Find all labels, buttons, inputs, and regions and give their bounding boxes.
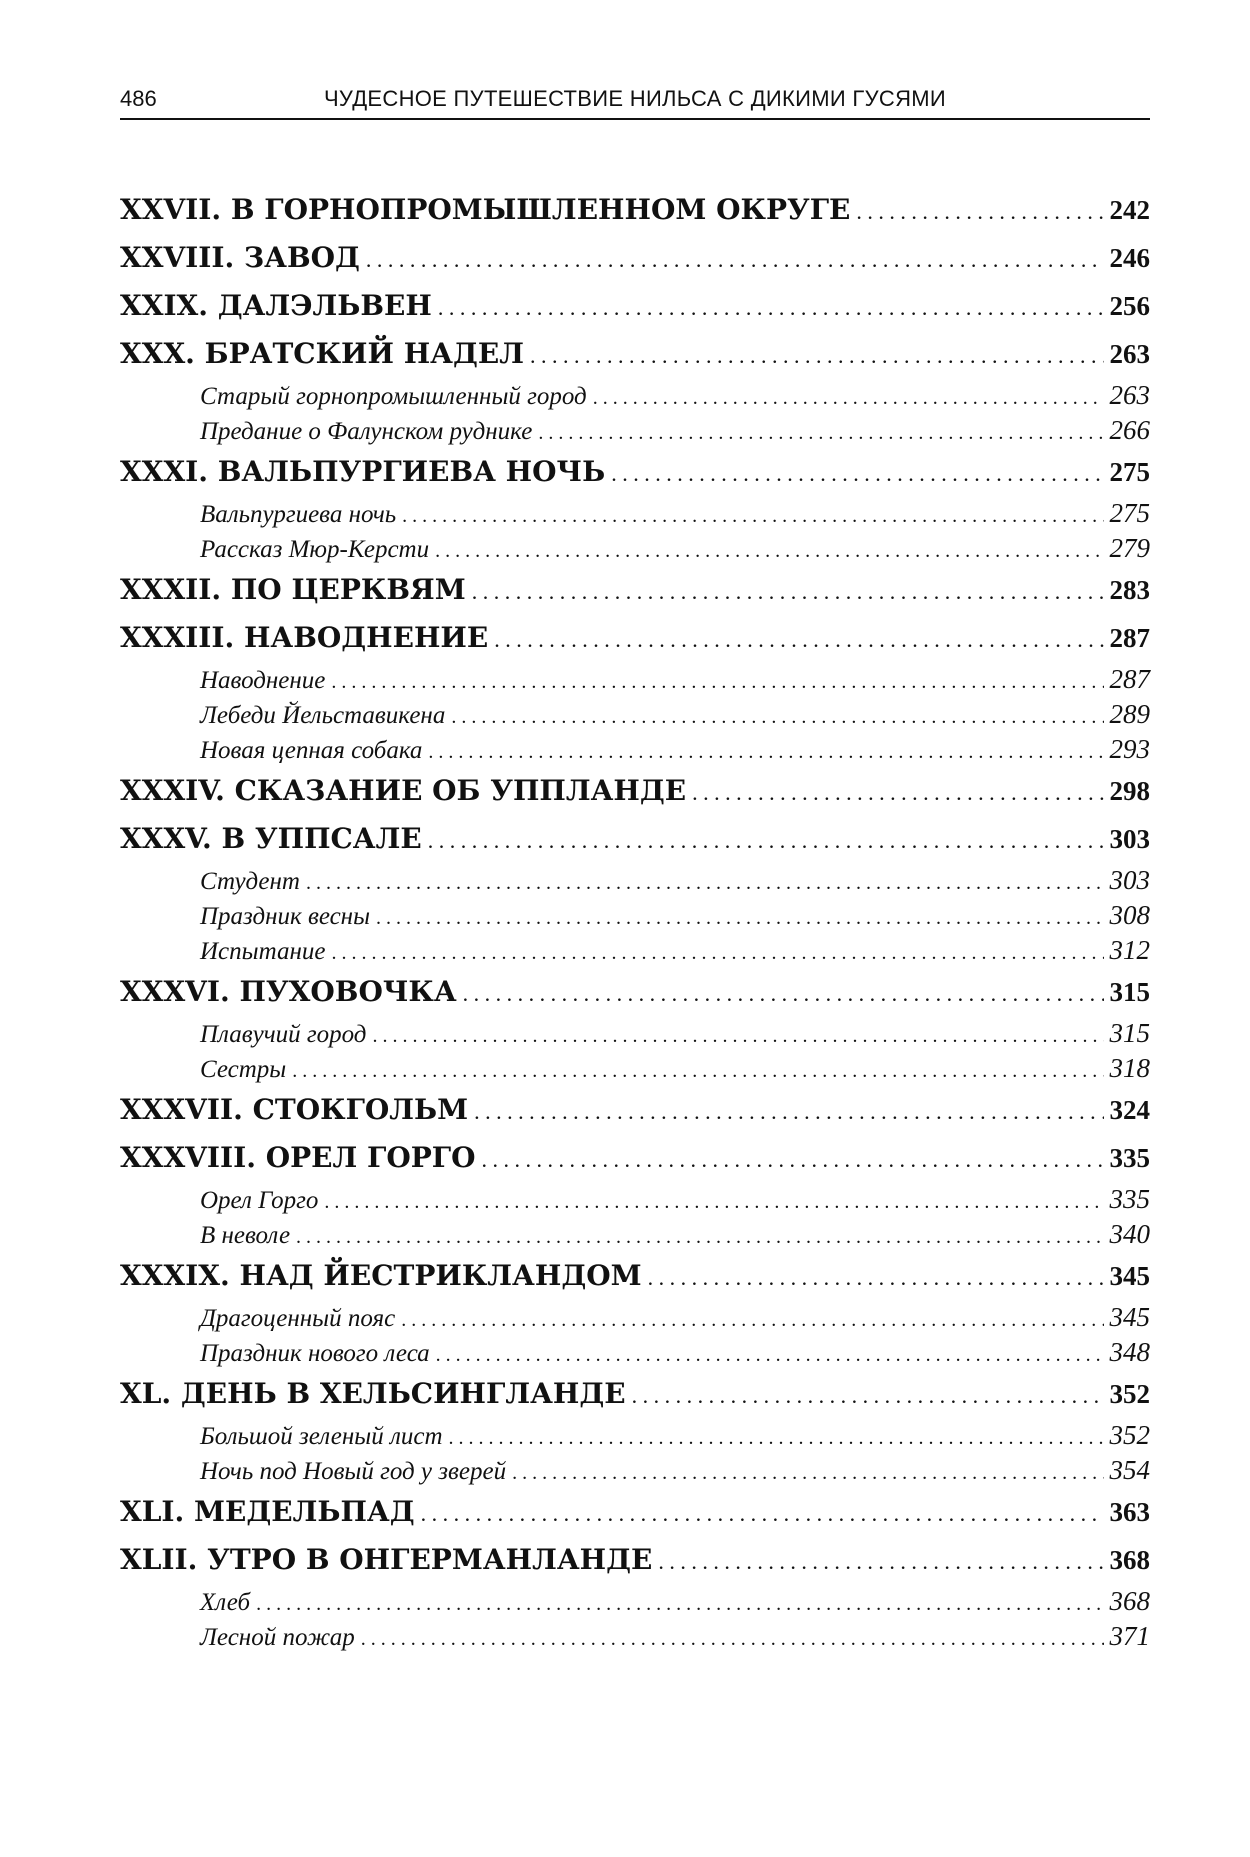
toc-entry-title: Сестры [200,1056,287,1083]
dot-leader [648,1254,1104,1302]
toc-subsection-entry [120,1418,1150,1453]
page-number: 486 [120,86,157,111]
toc-entry-title: Ночь под Новый год у зверей [200,1458,507,1485]
dot-leader [538,416,1103,451]
toc-entry-page-number: 303 [1109,865,1150,895]
dot-leader [428,817,1104,865]
toc-chapter-entry [120,1086,1150,1134]
dot-leader [472,568,1104,616]
toc-entry-title: XLI. МЕДЕЛЬПАД [120,1495,415,1528]
toc-entry-page-number: 283 [1109,575,1150,605]
dot-leader [306,866,1104,901]
dot-leader [366,236,1104,284]
toc-subsection-entry [120,898,1150,933]
toc-chapter-entry [120,968,1150,1016]
toc-subsection-entry [120,378,1150,413]
toc-entry-title: XXXVIII. ОРЕЛ ГОРГО [120,1141,476,1174]
toc-chapter-entry [120,1370,1150,1418]
toc-entry-page-number: 298 [1109,776,1150,806]
toc-entry-title: XXIX. ДАЛЭЛЬВЕН [120,289,432,322]
dot-leader [451,700,1103,735]
toc-subsection-entry [120,1016,1150,1051]
toc-entry-title: XXXIII. НАВОДНЕНИЕ [120,621,489,654]
dot-leader [438,284,1104,332]
dot-leader [494,616,1103,664]
toc-entry-page-number: 315 [1109,977,1150,1007]
toc-entry-title: XL. ДЕНЬ В ХЕЛЬСИНГЛАНДЕ [120,1377,626,1410]
toc-chapter-entry [120,1252,1150,1300]
toc-chapter-entry [120,1536,1150,1584]
toc-subsection-entry [120,1335,1150,1370]
toc-entry-title: XXXVI. ПУХОВОЧКА [120,975,457,1008]
toc-subsection-entry [120,1584,1150,1619]
toc-entry-title: XXVII. В ГОРНОПРОМЫШЛЕННОМ ОКРУГЕ [120,193,851,226]
toc-chapter-entry [120,767,1150,815]
toc-entry-title: Новая цепная собака [200,737,423,764]
toc-subsection-entry [120,1453,1150,1488]
toc-entry-page-number: 348 [1109,1337,1150,1367]
toc-entry-page-number: 308 [1109,900,1150,930]
dot-leader [611,450,1103,498]
toc-entry-title: XXXIV. СКАЗАНИЕ ОБ УППЛАНДЕ [120,774,687,807]
toc-entry-page-number: 340 [1109,1219,1150,1249]
toc-entry-title: XXXV. В УППСАЛЕ [120,822,422,855]
dot-leader [292,1054,1103,1089]
toc-entry-page-number: 352 [1109,1379,1150,1409]
toc-entry-title: XXXI. ВАЛЬПУРГИЕВА НОЧЬ [120,455,606,488]
toc-subsection-entry [120,863,1150,898]
toc-subsection-entry [120,1300,1150,1335]
toc-subsection-entry [120,1217,1150,1252]
toc-entry-page-number: 287 [1109,664,1150,694]
toc-entry-page-number: 368 [1109,1586,1150,1616]
toc-entry-page-number: 371 [1109,1621,1150,1651]
toc-entry-title: XLII. УТРО В ОНГЕРМАНЛАНДЕ [120,1543,653,1576]
toc-subsection-entry [120,496,1150,531]
toc-subsection-entry [120,697,1150,732]
dot-leader [692,769,1103,817]
toc-entry-title: В неволе [200,1222,291,1249]
dot-leader [449,1421,1104,1456]
toc-entry-title: XXXII. ПО ЦЕРКВЯМ [120,573,466,606]
toc-subsection-entry [120,531,1150,566]
toc-entry-title: XXX. БРАТСКИЙ НАДЕЛ [120,337,524,370]
dot-leader [463,970,1104,1018]
dot-leader [372,1019,1103,1054]
dot-leader [331,665,1103,700]
dot-leader [361,1622,1104,1657]
dot-leader [401,1303,1103,1338]
dot-leader [435,534,1103,569]
table-of-contents [120,186,1150,1654]
toc-entry-page-number: 293 [1109,734,1150,764]
dot-leader [256,1587,1103,1622]
dot-leader [632,1372,1104,1420]
dot-leader [421,1490,1104,1538]
toc-entry-title: Хлеб [200,1589,251,1616]
dot-leader [428,735,1103,770]
toc-entry-title: Лебеди Йельставикена [200,702,446,729]
toc-entry-page-number: 318 [1109,1053,1150,1083]
toc-entry-title: Праздник весны [200,903,371,930]
toc-entry-page-number: 303 [1109,824,1150,854]
dot-leader [436,1338,1104,1373]
toc-entry-title: Плавучий город [200,1021,367,1048]
toc-entry-page-number: 354 [1109,1455,1150,1485]
running-title: ЧУДЕСНОЕ ПУТЕШЕСТВИЕ НИЛЬСА С ДИКИМИ ГУСЯМИ [323,86,947,111]
toc-entry-page-number: 289 [1109,699,1150,729]
toc-entry-title: XXXVII. СТОКГОЛЬМ [120,1093,469,1126]
dot-leader [474,1088,1103,1136]
toc-entry-title: Большой зеленый лист [200,1423,443,1450]
toc-entry-page-number: 315 [1109,1018,1150,1048]
toc-subsection-entry [120,1051,1150,1086]
toc-entry-title: Студент [200,868,300,895]
dot-leader [856,188,1103,236]
toc-entry-page-number: 287 [1109,623,1150,653]
toc-entry-title: XXVIII. ЗАВОД [120,241,360,274]
toc-entry-title: Испытание [200,938,326,965]
toc-entry-page-number: 246 [1109,243,1150,273]
toc-subsection-entry [120,413,1150,448]
toc-entry-page-number: 335 [1109,1184,1150,1214]
toc-entry-page-number: 368 [1109,1545,1150,1575]
toc-entry-title: XXXIX. НАД ЙЕСТРИКЛАНДОМ [120,1259,642,1292]
toc-subsection-entry [120,662,1150,697]
toc-chapter-entry [120,234,1150,282]
toc-chapter-entry [120,1488,1150,1536]
toc-chapter-entry [120,330,1150,378]
dot-leader [296,1220,1103,1255]
toc-entry-page-number: 256 [1109,291,1150,321]
toc-entry-page-number: 266 [1109,415,1150,445]
toc-entry-title: Праздник нового леса [200,1340,430,1367]
toc-entry-title: Вальпургиева ночь [200,501,397,528]
toc-subsection-entry [120,933,1150,968]
toc-entry-title: Наводнение [200,667,326,694]
toc-entry-title: Орел Горго [200,1187,319,1214]
toc-entry-page-number: 275 [1109,498,1150,528]
toc-entry-page-number: 312 [1109,935,1150,965]
toc-chapter-entry [120,448,1150,496]
toc-chapter-entry [120,815,1150,863]
toc-entry-page-number: 345 [1109,1261,1150,1291]
dot-leader [658,1538,1103,1586]
dot-leader [530,332,1104,380]
toc-entry-title: Старый горнопромышленный город [200,383,587,410]
toc-entry-page-number: 263 [1109,339,1150,369]
toc-subsection-entry [120,732,1150,767]
toc-chapter-entry [120,282,1150,330]
toc-entry-title: Лесной пожар [200,1624,355,1651]
dot-leader [331,936,1103,971]
toc-entry-page-number: 335 [1109,1143,1150,1173]
toc-chapter-entry [120,186,1150,234]
toc-entry-page-number: 345 [1109,1302,1150,1332]
dot-leader [512,1456,1103,1491]
dot-leader [324,1185,1103,1220]
toc-chapter-entry [120,1134,1150,1182]
toc-subsection-entry [120,1182,1150,1217]
toc-entry-page-number: 352 [1109,1420,1150,1450]
dot-leader [402,499,1103,534]
toc-entry-page-number: 263 [1109,380,1150,410]
toc-chapter-entry [120,566,1150,614]
toc-entry-page-number: 324 [1109,1095,1150,1125]
running-header [120,80,1150,120]
toc-entry-title: Предание о Фалунском руднике [200,418,533,445]
toc-entry-page-number: 242 [1109,195,1150,225]
toc-entry-title: Драгоценный пояс [200,1305,396,1332]
toc-entry-page-number: 279 [1109,533,1150,563]
dot-leader [593,381,1104,416]
dot-leader [481,1136,1103,1184]
toc-entry-page-number: 275 [1109,457,1150,487]
toc-entry-page-number: 363 [1109,1497,1150,1527]
toc-entry-title: Рассказ Мюр-Керсти [200,536,430,563]
toc-subsection-entry [120,1619,1150,1654]
toc-chapter-entry [120,614,1150,662]
dot-leader [376,901,1103,936]
